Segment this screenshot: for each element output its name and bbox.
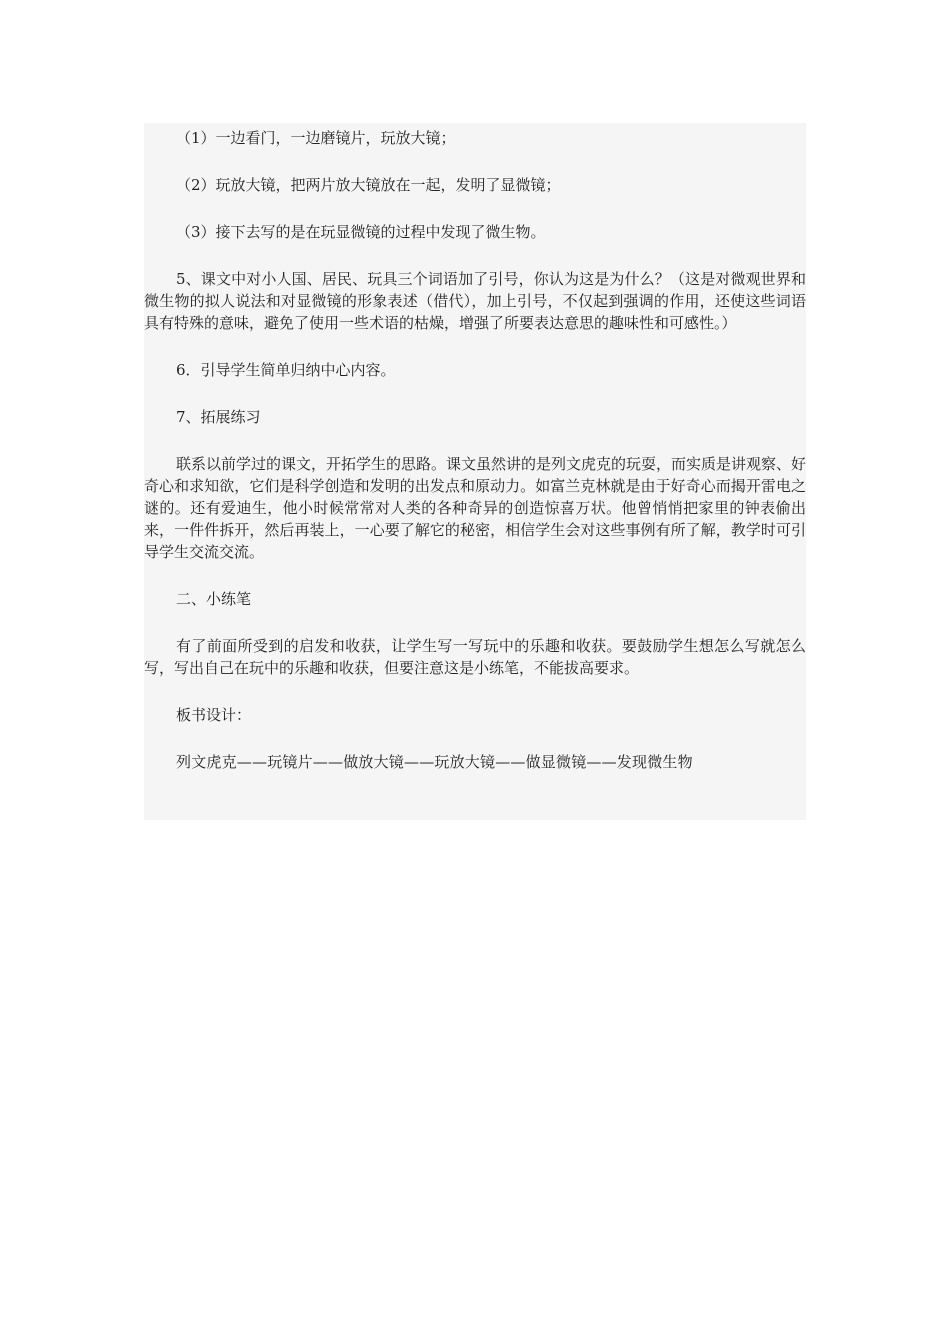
list-item: （3）接下去写的是在玩显微镜的过程中发现了微生物。 bbox=[176, 223, 546, 241]
section-2-body: 有了前面所受到的启发和收获，让学生写一写玩中的乐趣和收获。要鼓励学生想怎么写就怎么写，写出自己在玩中的乐趣和收获，但要注意这是小练笔，不能拔高要求。 bbox=[144, 637, 806, 677]
list-item: （1）一边看门，一边磨镜片，玩放大镜； bbox=[176, 129, 456, 147]
board-design-title: 板书设计： bbox=[176, 706, 252, 724]
section-2-title: 二、小练笔 bbox=[176, 590, 252, 608]
paragraph-5: 5、课文中对小人国、居民、玩具三个词语加了引号，你认为这是为什么？（这是对微观世界和微生物的拟人说法和对显微镜的形象表述（借代），加上引号，不仅起到强调的作用，还使这些词语具有特殊的意味，避免了使用一些术语的枯燥，增强了所要表达意思的趣味性和可感性。） bbox=[144, 270, 806, 332]
board-design-content: 列文虎克——玩镜片——做放大镜——玩放大镜——做显微镜——发现微生物 bbox=[176, 753, 693, 771]
section-7-title: 7、拓展练习 bbox=[176, 408, 261, 426]
section-7-body: 联系以前学过的课文，开拓学生的思路。课文虽然讲的是列文虎克的玩耍，而实质是讲观察、好奇心和求知欲，它们是科学创造和发明的出发点和原动力。如富兰克林就是由于好奇心而揭开雷电之谜的。还有爱迪生，他小时候常常对人类的各种奇异的创造惊喜万状。他曾悄悄把家里的钟表偷出来，一件件拆开，然后再装上，一心要了解它的秘密，相信学生会对这些事例有所了解，教学时可引导学生交流交流。 bbox=[144, 455, 807, 561]
document-content bbox=[144, 123, 806, 820]
paragraph-6: 6．引导学生简单归纳中心内容。 bbox=[176, 361, 396, 379]
list-item: （2）玩放大镜，把两片放大镜放在一起，发明了显微镜； bbox=[176, 176, 561, 194]
